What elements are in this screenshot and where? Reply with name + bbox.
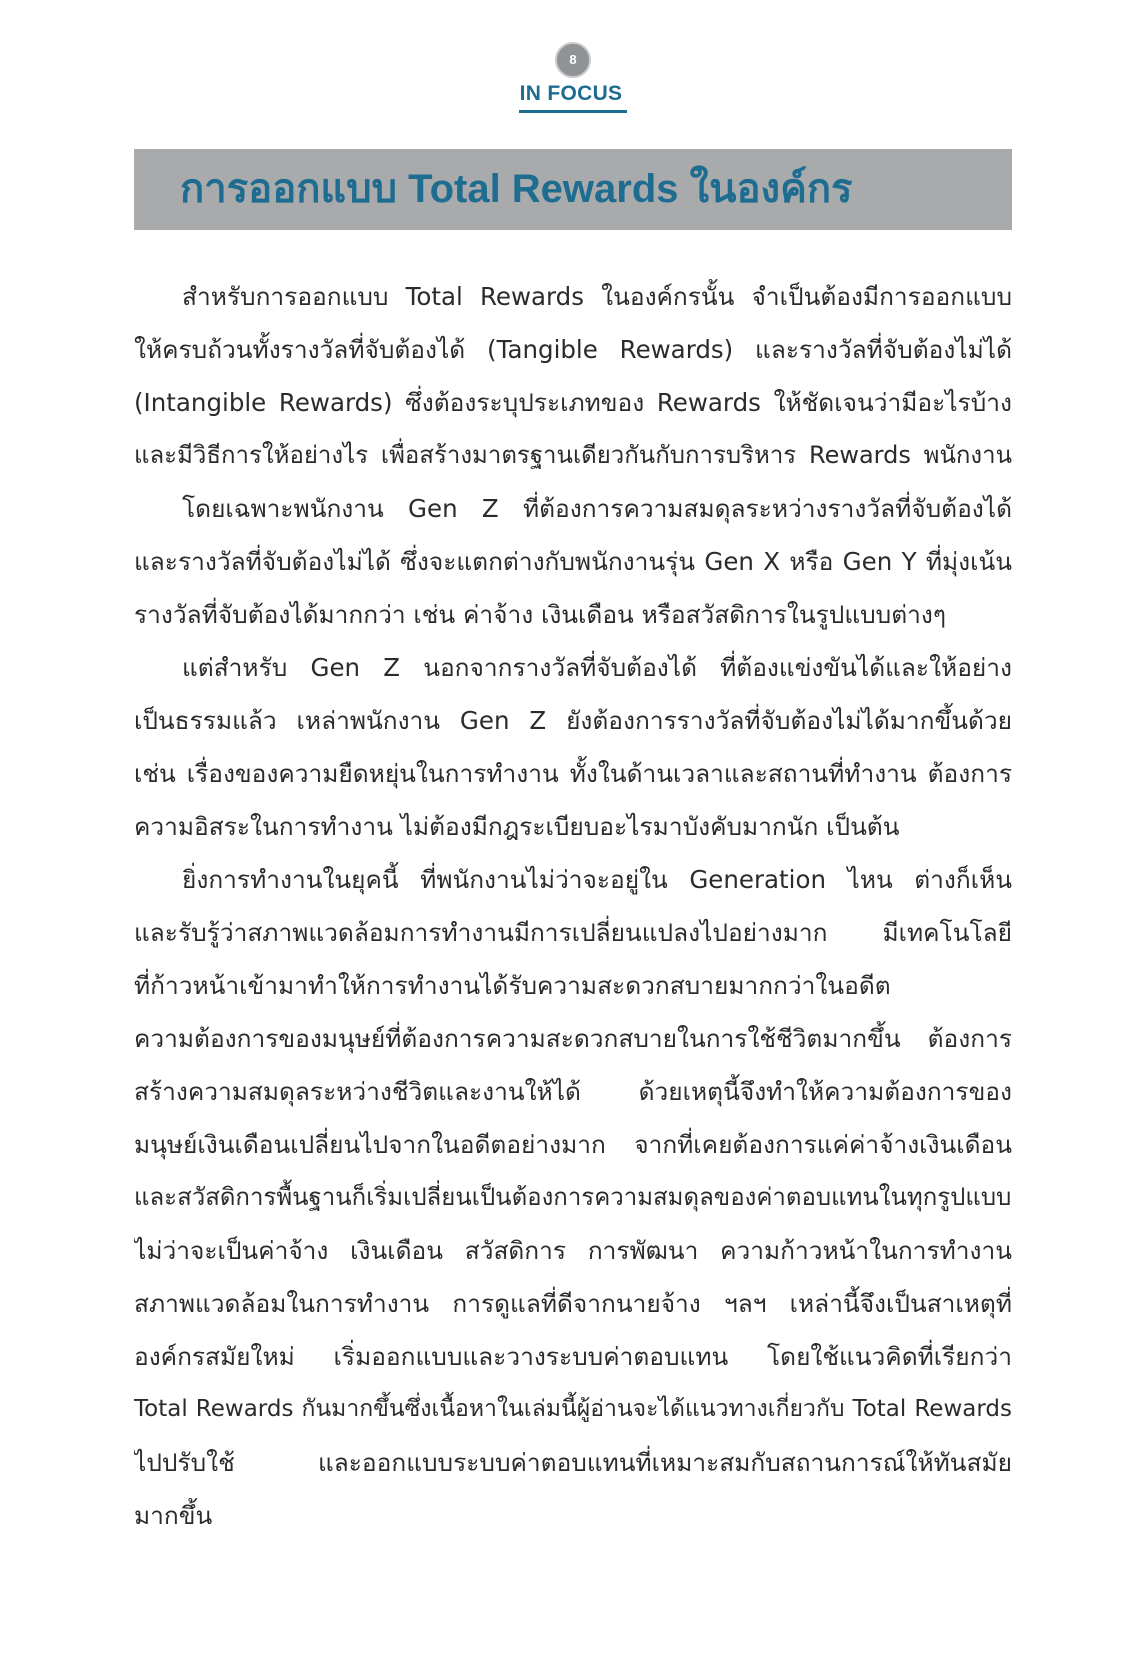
body-line: และรับรู้ว่าสภาพแวดล้อมการทำงานมีการเปลี่ยนแปลงไปอย่างมาก มีเทคโนโลยี (134, 918, 1012, 947)
body-line: และรางวัลที่จับต้องไม่ได้ ซึ่งจะแตกต่างกับพนักงานรุ่น Gen X หรือ Gen Y ที่มุ่งเน้น (134, 547, 1012, 576)
body-line: แต่สำหรับ Gen Z นอกจากรางวัลที่จับต้องได้ ที่ต้องแข่งขันได้และให้อย่าง (182, 653, 1012, 682)
body-line: เป็นธรรมแล้ว เหล่าพนักงาน Gen Z ยังต้องการรางวัลที่จับต้องไม่ได้มากขึ้นด้วย (134, 706, 1012, 735)
body-line: ความต้องการของมนุษย์ที่ต้องการความสะดวกสบายในการใช้ชีวิตมากขึ้น ต้องการ (134, 1024, 1012, 1053)
body-line: มากขึ้น (134, 1501, 213, 1530)
body-line: สภาพแวดล้อมในการทำงาน การดูแลที่ดีจากนายจ้าง ฯลฯ เหล่านี้จึงเป็นสาเหตุที่ (134, 1289, 1012, 1318)
body-line: ให้ครบถ้วนทั้งรางวัลที่จับต้องได้ (Tangible Rewards) และรางวัลที่จับต้องไม่ได้ (134, 335, 1012, 364)
article-body (134, 270, 1012, 1542)
body-line: ความอิสระในการทำงาน ไม่ต้องมีกฎระเบียบอะไรมาบังคับมากนัก เป็นต้น (134, 812, 900, 841)
body-line: ไปปรับใช้ และออกแบบระบบค่าตอบแทนที่เหมาะสมกับสถานการณ์ให้ทันสมัย (134, 1448, 1012, 1477)
body-line: โดยเฉพาะพนักงาน Gen Z ที่ต้องการความสมดุลระหว่างรางวัลที่จับต้องได้ (182, 494, 1012, 523)
body-line: ยิ่งการทำงานในยุคนี้ ที่พนักงานไม่ว่าจะอยู่ใน Generation ไหน ต่างก็เห็น (182, 865, 1012, 894)
body-line: ที่ก้าวหน้าเข้ามาทำให้การทำงานได้รับความสะดวกสบายมากกว่าในอดีต (134, 971, 891, 1000)
section-underline (519, 110, 627, 113)
body-line: สร้างความสมดุลระหว่างชีวิตและงานให้ได้ ด้วยเหตุนี้จึงทำให้ความต้องการของ (134, 1077, 1012, 1106)
body-line: ไม่ว่าจะเป็นค่าจ้าง เงินเดือน สวัสดิการ การพัฒนา ความก้าวหน้าในการทำงาน (134, 1236, 1012, 1265)
body-line: (Intangible Rewards) ซึ่งต้องระบุประเภทของ Rewards ให้ชัดเจนว่ามีอะไรบ้าง (134, 388, 1012, 417)
title-banner (134, 149, 1012, 230)
body-line: และสวัสดิการพื้นฐานก็เริ่มเปลี่ยนเป็นต้องการความสมดุลของค่าตอบแทนในทุกรูปแบบ (134, 1183, 1012, 1211)
body-line: มนุษย์เงินเดือนเปลี่ยนไปจากในอดีตอย่างมาก จากที่เคยต้องการแค่ค่าจ้างเงินเดือน (134, 1130, 1012, 1159)
body-line: และมีวิธีการให้อย่างไร เพื่อสร้างมาตรฐานเดียวกันกับการบริหาร Rewards พนักงาน (134, 441, 1012, 469)
body-line: เช่น เรื่องของความยืดหยุ่นในการทำงาน ทั้งในด้านเวลาและสถานที่ทำงาน ต้องการ (134, 759, 1012, 788)
body-line: รางวัลที่จับต้องได้มากกว่า เช่น ค่าจ้าง เงินเดือน หรือสวัสดิการในรูปแบบต่างๆ (134, 600, 947, 629)
page-number-badge: 8 (555, 42, 591, 78)
body-line: Total Rewards กันมากขึ้นซึ่งเนื้อหาในเล่มนี้ผู้อ่านจะได้แนวทางเกี่ยวกับ Total Rewards (134, 1396, 1012, 1422)
body-line: สำหรับการออกแบบ Total Rewards ในองค์กรนั้น จำเป็นต้องมีการออกแบบ (182, 282, 1012, 311)
body-line: องค์กรสมัยใหม่ เริ่มออกแบบและวางระบบค่าตอบแทน โดยใช้แนวคิดที่เรียกว่า (134, 1342, 1012, 1371)
section-label: IN FOCUS (519, 82, 623, 105)
page-title: การออกแบบ Total Rewards ในองค์กร (180, 167, 853, 211)
